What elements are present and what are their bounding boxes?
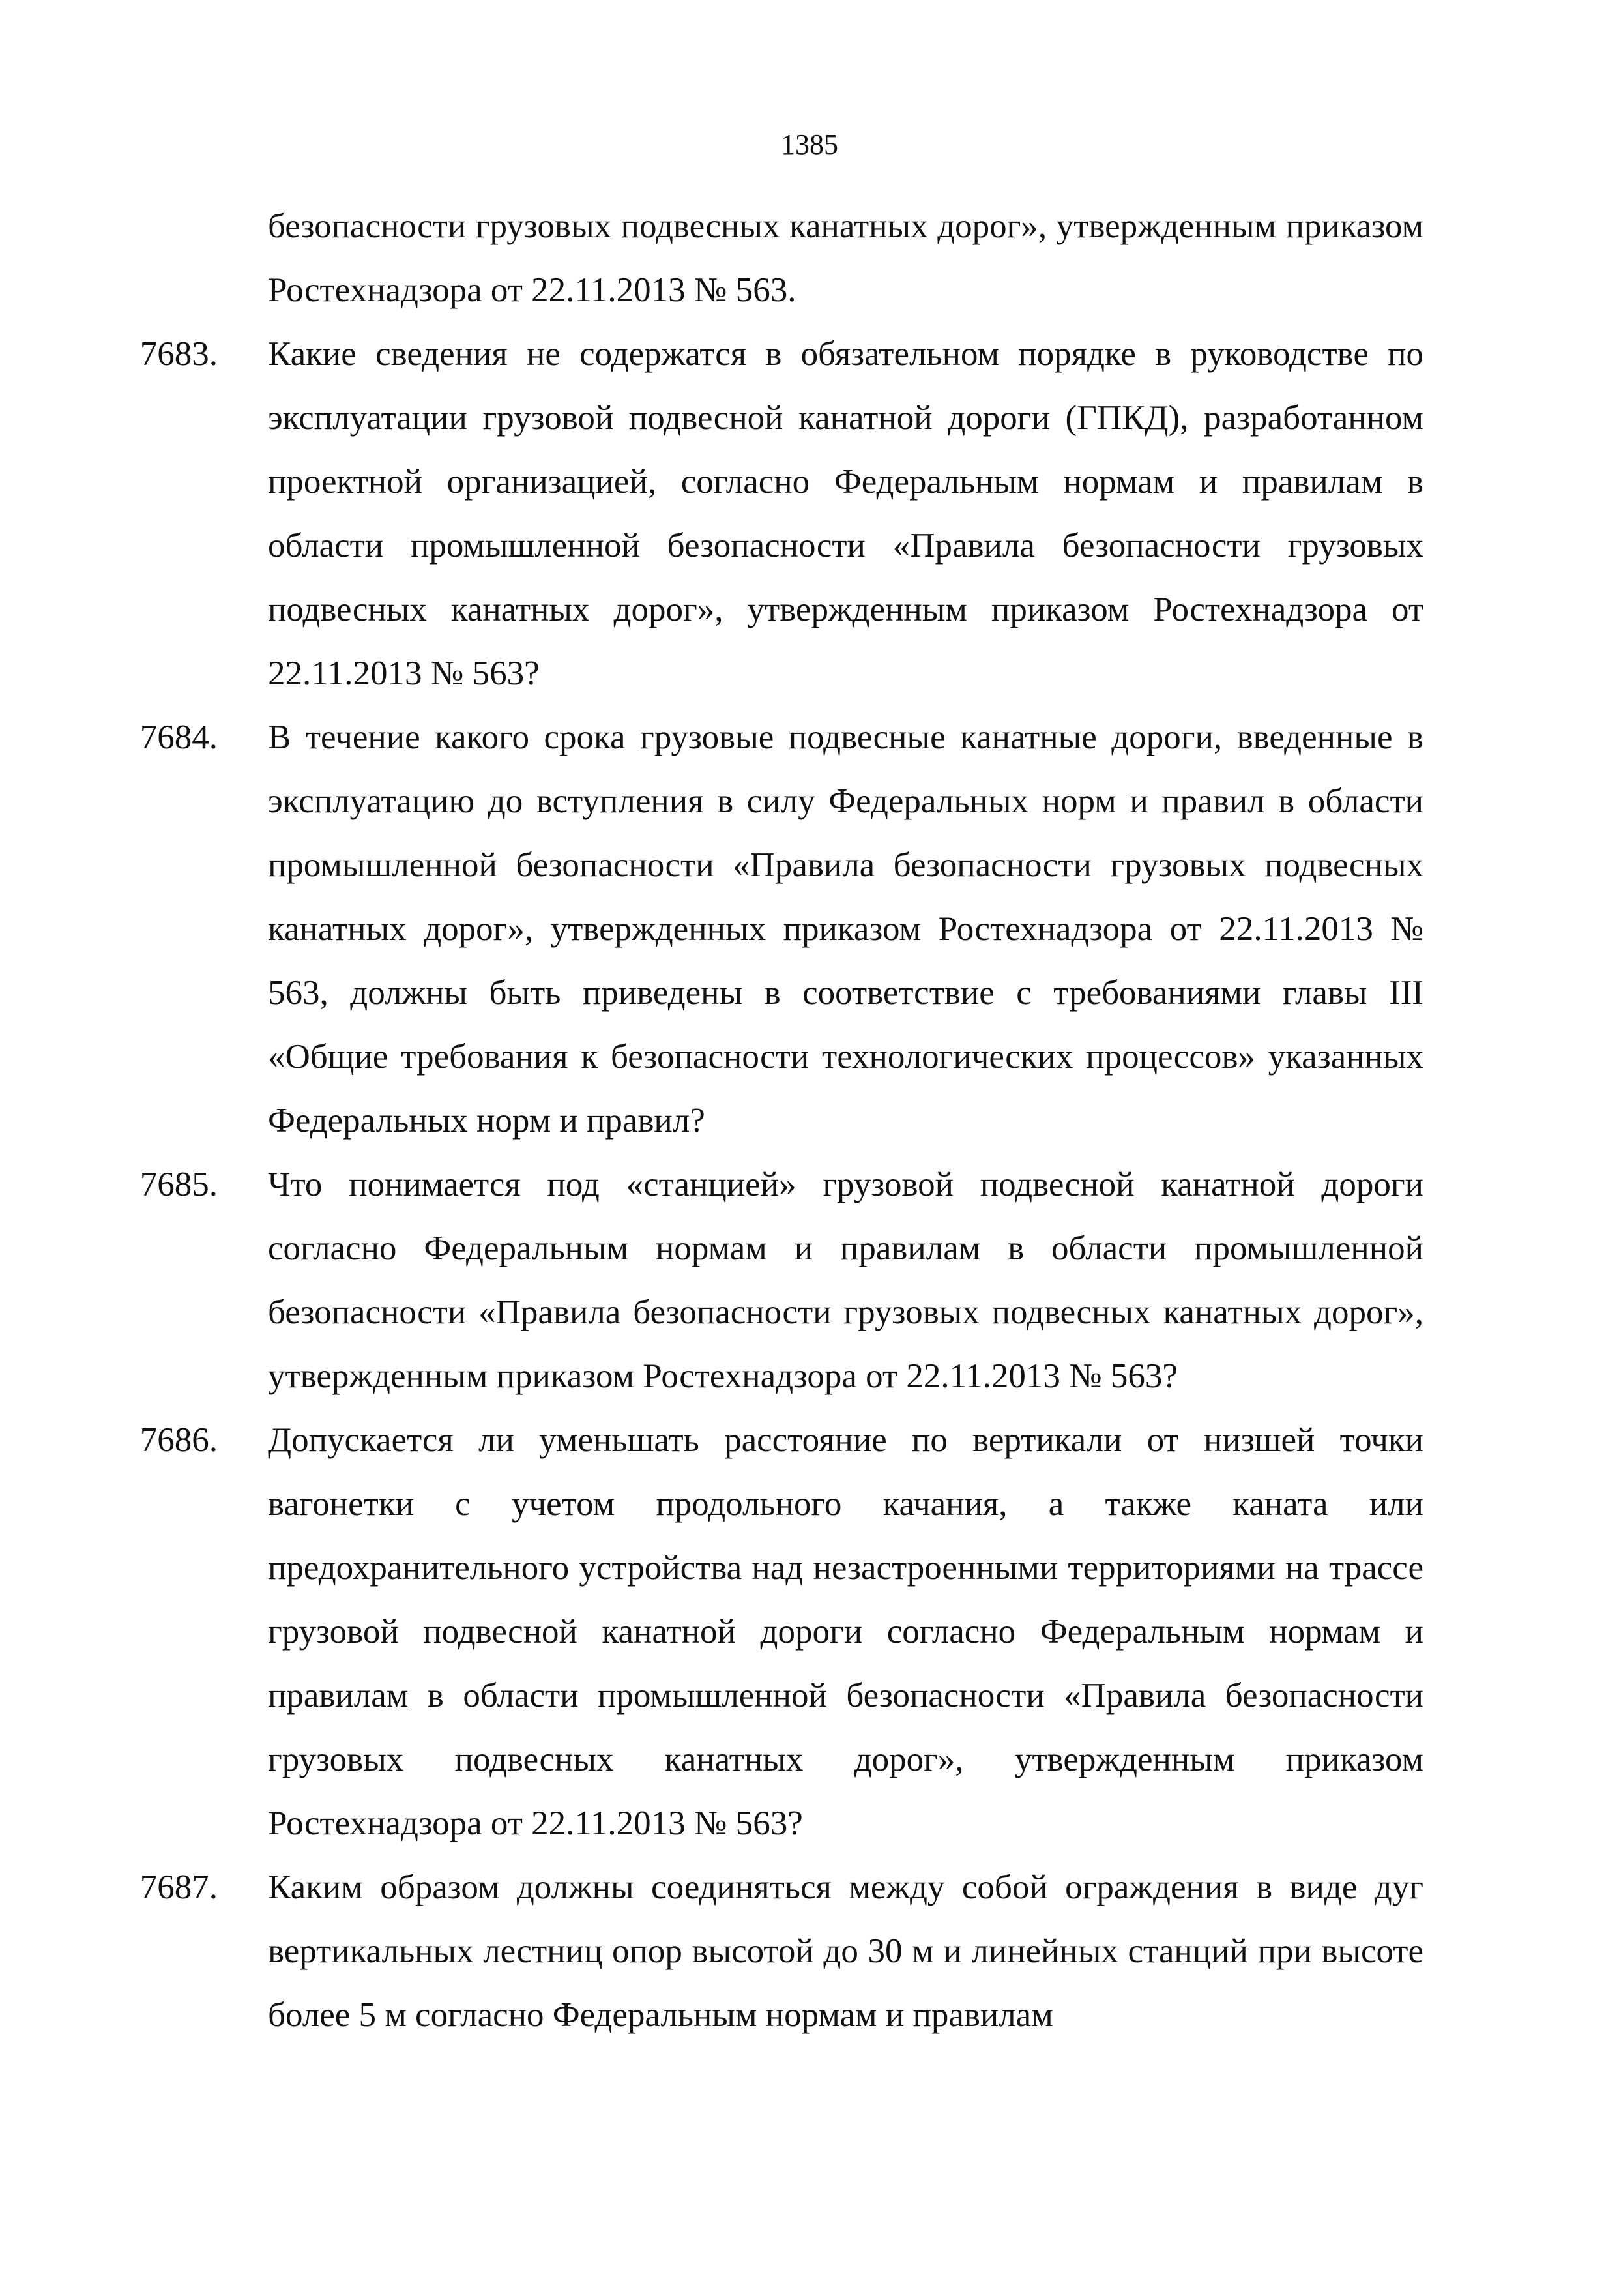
question-number: 7685 . [140, 1153, 218, 1216]
question-number: 7683 . [140, 322, 218, 386]
continuation-text: безопасности грузовых подвесных канатных дорог», утвержденным приказом Ростехнадзора от 22.11.2013 № 563. [268, 207, 1423, 309]
question-item [139, 1153, 1423, 1408]
question-text: В течение какого срока грузовые подвесные канатные дороги, введенные в эксплуатацию до вступления в силу Федеральных норм и правил в области промышленной безопасности «Правила безопасности грузовых подвесных канатных дорог», утвержденных приказом Ростехнадзора от 22.11.2013 № 563, должны быть приведены в соответствие с требованиями главы III «Общие требования к безопасности технологических процессов» указанных Федеральных норм и правил? [268, 718, 1423, 1140]
question-item [139, 1855, 1423, 2047]
continuation-paragraph [268, 194, 1423, 322]
question-text: Какие сведения не содержатся в обязательном порядке в руководстве по эксплуатации грузовой подвесной канатной дороги (ГПКД), разработанном проектной организацией, согласно Федеральным нормам и правилам в области промышленной безопасности «Правила безопасности грузовых подвесных канатных дорог», утвержденным приказом Ростехнадзора от 22.11.2013 № 563? [268, 335, 1423, 692]
question-list [0, 194, 1619, 2047]
question-number: 7687 . [140, 1855, 218, 1919]
question-text: Каким образом должны соединяться между собой ограждения в виде дуг вертикальных лестниц опор высотой до 30 м и линейных станций при высоте более 5 м согласно Федеральным нормам и правилам [268, 1868, 1423, 2034]
page-number: 1385 [781, 128, 838, 160]
question-text: Что понимается под «станцией» грузовой подвесной канатной дороги согласно Федеральным нормам и правилам в области промышленной безопасности «Правила безопасности грузовых подвесных канатных дорог», утвержденным приказом Ростехнадзора от 22.11.2013 № 563? [268, 1166, 1423, 1395]
question-text: Допускается ли уменьшать расстояние по вертикали от низшей точки вагонетки с учетом продольного качания, а также каната или предохранительного устройства над незастроенными территориями на трассе грузовой подвесной канатной дороги согласно Федеральным нормам и правилам в области промышленной безопасности «Правила безопасности грузовых подвесных канатных дорог», утвержденным приказом Ростехнадзора от 22.11.2013 № 563? [268, 1421, 1423, 1842]
question-item [139, 705, 1423, 1153]
question-item [139, 322, 1423, 705]
question-number: 7686 . [140, 1408, 218, 1472]
question-number: 7684 . [140, 705, 218, 769]
question-item [139, 1408, 1423, 1855]
